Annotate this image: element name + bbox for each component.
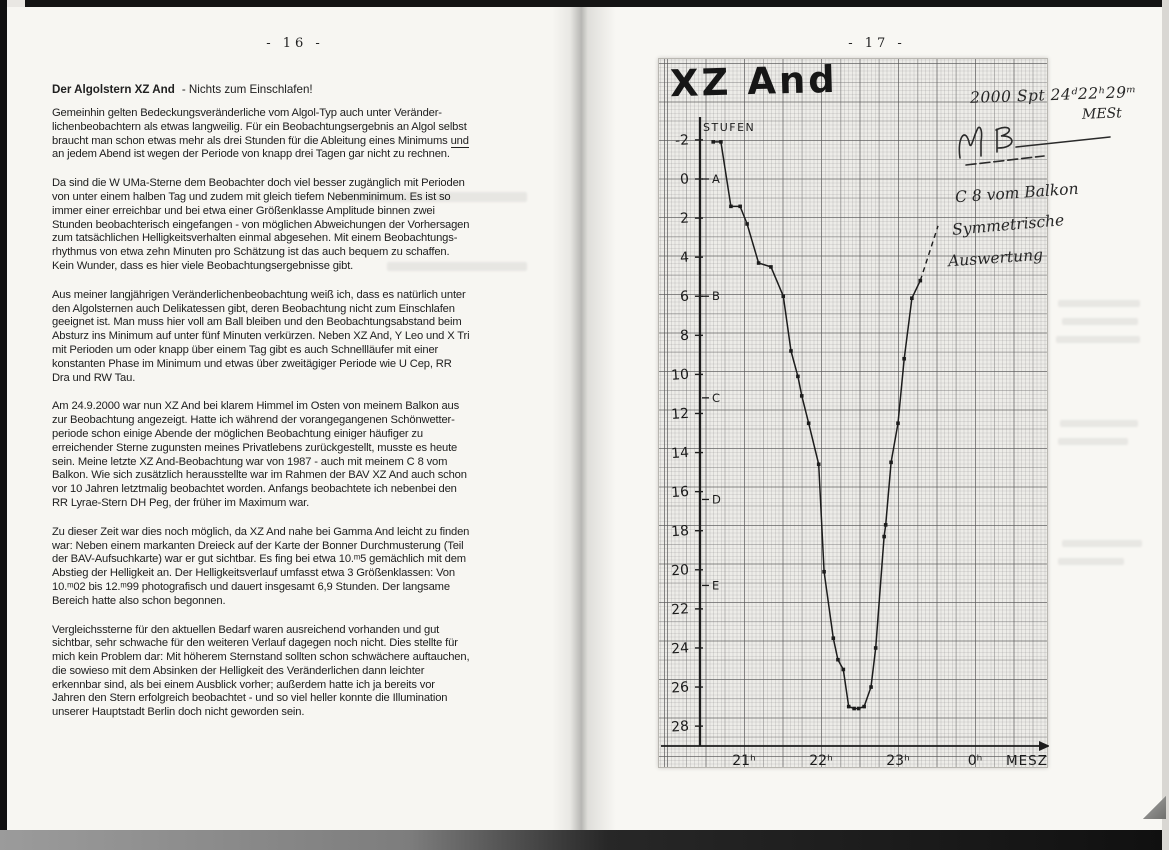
article-line: Bereich hatte also schon begonnen. [52, 594, 226, 607]
bleedthrough-artifact [1056, 336, 1140, 343]
scan-edge-bottom [0, 830, 1169, 850]
data-point [874, 646, 878, 650]
article-title-rest: - Nichts zum Einschlafen! [181, 83, 313, 96]
bleedthrough-artifact [1062, 540, 1142, 547]
x-tick-label: 22ʰ [809, 753, 833, 769]
page-corner-shadow [1140, 793, 1166, 819]
article-line: periode schon einige Abende der möglichen Beobachtung einiger häufiger zu [52, 427, 423, 440]
article-line: den Algolsternen auch Delikatessen gibt, deren Beobachtung nicht zum Einschlafen [52, 302, 455, 315]
article-line [52, 135, 557, 149]
article-line: Vergleichssterne für den aktuellen Bedarf waren ausreichend vorhanden und gut [52, 623, 440, 636]
data-point [910, 296, 914, 300]
article-line: von unter einem halben Tag und zudem mit gleich tiefem Nebenminimum. Es ist so [52, 190, 451, 203]
y-tick-label: 24 [670, 640, 690, 658]
data-point [919, 279, 923, 283]
article-line: 10.ᵐ02 bis 12.ᵐ99 photografisch und dauert insgesamt 6,9 Stunden. Der langsame [52, 580, 450, 593]
y-tick-label: 18 [670, 523, 690, 541]
article-line: mich kein Problem dar: Mit höherem Sternstand sollten schon schwächere auftauchen, [52, 651, 470, 664]
article-line: unserer Hauptstadt Berlin doch nicht geworden sein. [52, 706, 305, 719]
data-point [857, 707, 861, 711]
bleedthrough-artifact [1060, 420, 1138, 427]
data-point [896, 421, 900, 425]
article-line: vor 10 Jahren letztmalig beobachtet worden. Anfangs beobachtete ich nebenbei den [52, 483, 457, 496]
article-line: Am 24.9.2000 war nun XZ And bei klarem Himmel im Osten von meinem Balkon aus [52, 400, 460, 413]
article-line: lichenbeobachtern als etwas langweilig. Für ein Beobachtungsergebnis an Algol selbst [52, 120, 467, 133]
article-line: erreichender Sterne zugunsten meines Privatlebens zurückgestellt, musste es heute [52, 441, 458, 454]
article-line: zum tatsächlichen Helligkeitsverhalten einmal abgesehen. Mit einem Beobachtungs- [52, 232, 458, 245]
scan-edge-left [0, 0, 7, 850]
article-paragraph [52, 526, 557, 609]
article-line: an jedem Abend ist wegen der Periode von knapp drei Tagen gar nicht zu rechnen. [52, 148, 450, 161]
light-curve-line [713, 142, 920, 709]
article-line: immer einer erreichbar und bei etwa einer Größenklasse Amplitude binnen zwei [52, 204, 435, 217]
article-line: Aus meiner langjährigen Veränderlichenbeobachtung weiß ich, dass es natürlich unter [52, 288, 466, 301]
comparison-star-label: D [712, 492, 721, 507]
x-tick-label: 21ʰ [732, 753, 756, 769]
y-tick-label: 6 [679, 288, 690, 306]
article-line: geeignet ist. Man muss hier voll am Ball bleiben und den Beobachtungsabstand beim [52, 316, 462, 329]
scan-edge-right [1162, 0, 1169, 850]
text-segment: braucht man schon etwas mehr als drei Stunden für die Ableitung eines Minimums [52, 134, 451, 147]
page-number-right: - 17 - [848, 36, 906, 51]
data-point [817, 462, 821, 466]
data-point [832, 636, 836, 640]
article-body [52, 107, 557, 720]
data-point [836, 658, 840, 662]
minimum-date-annotation: 2000 Spt 24ᵈ22ʰ29ᵐ [969, 83, 1137, 107]
data-point [738, 205, 742, 209]
y-tick-label: 8 [679, 327, 690, 345]
data-point [902, 357, 906, 361]
article-title [52, 83, 557, 96]
article-line: Kein Wunder, dass es hier viele Beobachtungsergebnisse gibt. [52, 259, 354, 272]
y-tick-label: 14 [670, 444, 690, 463]
x-axis-unit-label: MESZ [1006, 753, 1048, 769]
y-tick-label: 16 [670, 483, 690, 502]
article [52, 83, 557, 735]
article-title-bold: Der Algolstern XZ And [52, 83, 175, 96]
comparison-star-label: E [712, 578, 720, 593]
timezone-annotation: MESt [1081, 105, 1123, 123]
symmetry-note-line1: Symmetrische [951, 211, 1065, 239]
data-point [781, 294, 785, 298]
article-line: Absturz ins Minimum auf unter fünf Minuten verkürzen. Neben XZ And, Y Leo und X Tri [52, 330, 470, 343]
bleedthrough-artifact [1062, 318, 1138, 325]
y-tick-label: 28 [670, 718, 690, 736]
data-point [862, 705, 866, 709]
page-number-left: - 16 - [266, 36, 324, 51]
article-line: rhythmus von etwa zehn Minuten pro Schätzung ist das auch bequem zu schaffen. [52, 246, 450, 259]
chart-title: XZ And [669, 57, 839, 106]
y-tick-label: 20 [670, 562, 690, 580]
article-line: Zu dieser Zeit war dies noch möglich, da XZ And nahe bei Gamma And leicht zu finden [52, 525, 470, 538]
data-point [852, 707, 856, 711]
article-line: konstanten Phase im Minimum und etwas über zweitägiger Periode wie U Cep, RR [52, 357, 452, 370]
instrument-note: C 8 vom Balkon [954, 179, 1080, 207]
article-line: mit Perioden um oder knapp über einem Tag gibt es auch Schnellläufer mit einer [52, 343, 439, 356]
data-point [769, 265, 773, 269]
data-point [822, 570, 826, 574]
data-point [729, 205, 733, 209]
data-point [882, 535, 886, 539]
article-paragraph [52, 289, 557, 386]
y-tick-label: -2 [674, 132, 690, 150]
data-point [800, 394, 804, 398]
bleedthrough-artifact [1058, 438, 1128, 445]
article-paragraph [52, 400, 557, 510]
data-point [789, 349, 793, 353]
signature [952, 120, 1142, 180]
data-point [745, 222, 749, 226]
x-tick-label: 0ʰ [967, 753, 983, 769]
x-tick-label: 23ʰ [886, 753, 910, 769]
light-curve-dashed-extension [920, 226, 938, 281]
data-point [869, 685, 873, 689]
y-tick-label: 0 [679, 171, 690, 188]
article-paragraph [52, 107, 557, 162]
y-tick-label: 22 [670, 601, 690, 619]
y-tick-label: 26 [670, 679, 690, 697]
comparison-star-label: A [712, 172, 720, 186]
data-point [807, 421, 811, 425]
article-paragraph [52, 177, 557, 274]
article-line: Dra und RW Tau. [52, 371, 136, 384]
y-axis-title: STUFEN [703, 121, 756, 134]
x-axis-arrowhead [1039, 741, 1049, 751]
y-tick-label: 4 [679, 249, 690, 267]
article-line: RR Lyrae-Stern DH Peg, der früher im Maximum war. [52, 496, 310, 509]
article-line: Jahren den Stern erfolgreich beobachtet - und so viel heller konnte die Illumination [52, 692, 448, 705]
data-point [884, 523, 888, 527]
data-point [847, 705, 851, 709]
y-tick-label: 2 [679, 210, 690, 227]
article-line: zur Beobachtung angezeigt. Hatte ich während der vorangegangenen Schönwetter- [52, 414, 455, 427]
data-point [889, 461, 893, 465]
data-point [842, 668, 846, 672]
article-line: die sowieso mit dem Absinken der Helligkeit des Veränderlichen dann leichter [52, 664, 425, 677]
data-point [757, 261, 761, 265]
comparison-star-label: C [712, 390, 721, 405]
bleedthrough-artifact [1058, 300, 1140, 307]
article-line: Da sind die W UMa-Sterne dem Beobachter doch viel besser zugänglich mit Perioden [52, 177, 465, 190]
comparison-star-label: B [712, 289, 720, 304]
article-line: Stunden beobachterisch eingefangen - von möglichen Abweichungen der Vorhersagen [52, 218, 470, 231]
symmetry-note-line2: Auswertung [947, 245, 1044, 271]
data-point [719, 140, 723, 144]
article-line: sichtbar, sehr schwache für den weiteren Verlauf dagegen noch nicht. Dies stellte für [52, 637, 458, 650]
article-line: Gemeinhin gelten Bedeckungsveränderliche vom Algol-Typ auch unter Veränder- [52, 107, 442, 119]
bleedthrough-artifact [1058, 558, 1124, 565]
y-tick-label: 10 [670, 366, 690, 384]
article-line: war: Neben einem markanten Dreieck auf der Karte der Bonner Durchmusterung (Teil [52, 539, 464, 552]
data-point [796, 375, 800, 379]
y-tick-label: 12 [670, 405, 690, 424]
article-line: Abstieg der Helligkeit an. Der Helligkeitsverlauf umfasst etwa 3 Größenklassen: Von [52, 567, 455, 580]
article-line: erkennbar sind, als bei einem Ausblick vorher; außerdem hatte ich ja bereits vor [52, 678, 435, 691]
data-point [711, 140, 715, 144]
article-line: Balkon. Wie sich zusätzlich herausstellte war im Rahmen der BAV XZ And auch schon [52, 469, 467, 482]
underlined-text: und [450, 134, 469, 147]
article-line: der BAV-Aufsuchkarte) war er gut sichtbar. Es fing bei etwa 10.ᵐ5 gemächlich mit dem [52, 553, 466, 566]
article-paragraph [52, 624, 557, 721]
article-line: sein. Meine letzte XZ And-Beobachtung war von 1987 - auch mit meinem C 8 vom [52, 455, 448, 468]
scan-edge-top [25, 0, 1169, 7]
